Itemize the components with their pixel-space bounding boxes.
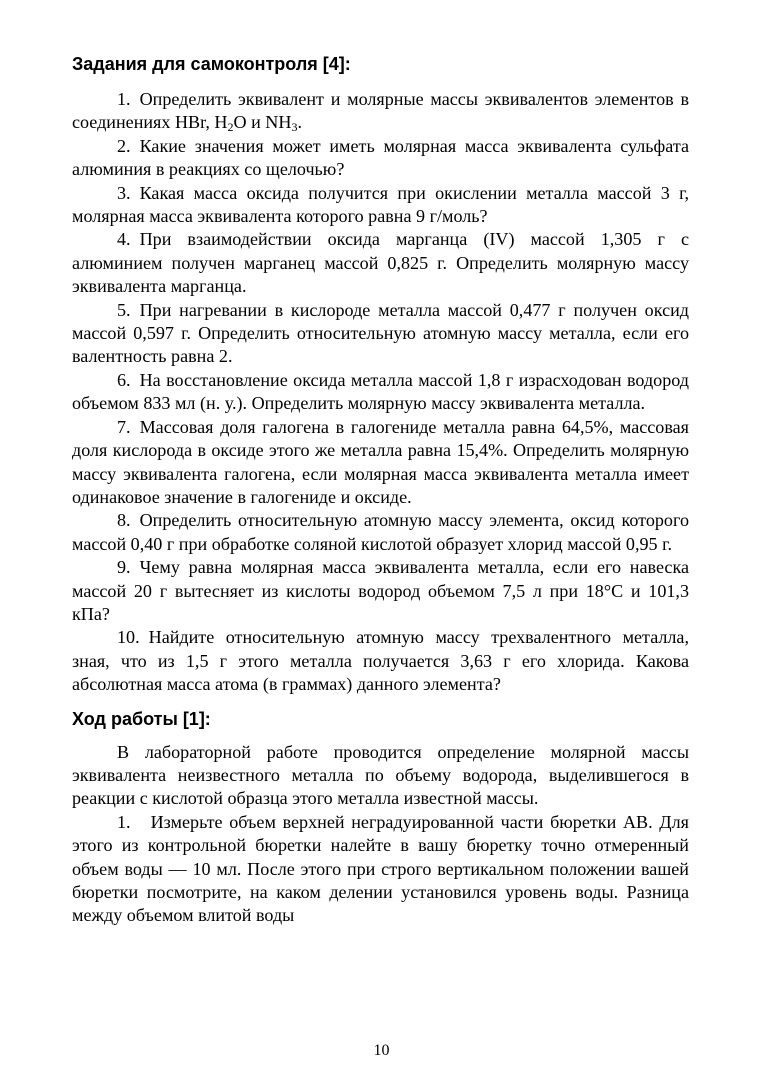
subscript: 2: [227, 120, 234, 135]
task-text: Определить относительную атомную массу элемента, оксид которого массой 0,40 г при обработке соляной кислотой образует хлорид массой 0,95 г.: [72, 510, 689, 554]
task-4: [72, 228, 689, 298]
work-progress-heading: Ход работы [1]:: [72, 708, 211, 729]
subscript: 3: [291, 120, 298, 135]
task-text: Массовая доля галогена в галогениде металла равна 64,5%, массовая доля кислорода в оксиде этого же металла равна 15,4%. Определить молярную массу эквивалента галогена, если молярная масса эквивалента металла имеет одинаковое значение в галогениде и оксиде.: [72, 416, 689, 507]
task-number: 9.: [117, 557, 131, 578]
task-number: 10.: [117, 627, 140, 648]
task-9: [72, 556, 689, 626]
task-text: Какие значения может иметь молярная масса эквивалента сульфата алюминия в реакциях со щелочью?: [72, 135, 689, 180]
task-number: 6.: [117, 369, 131, 390]
task-8: [72, 509, 689, 556]
task-text: Чему равна молярная масса эквивалента металла, если его навеска массой 20 г вытесняет из кислоты водород объемом 7,5 л при 18°С и 101,3 кПа?: [72, 557, 689, 624]
task-3: [72, 182, 689, 229]
task-text: При нагревании в кислороде металла массой 0,477 г получен оксид массой 0,597 г. Определить относительную атомную массу металла, если его валентность равна 2.: [72, 299, 689, 367]
task-5: [72, 299, 689, 369]
task-text: O и NH: [233, 112, 292, 133]
self-control-heading: Задания для самоконтроля [4]:: [72, 54, 351, 74]
task-number: 3.: [117, 182, 131, 203]
document-page: [72, 52, 689, 928]
task-text: Найдите относительную атомную массу трехвалентного металла, зная, что из 1,5 г этого металла получается 3,63 г его хлорида. Какова абсолютная масса атома (в граммах) данного элемента?: [72, 627, 689, 695]
task-number: 1.: [117, 89, 131, 109]
task-number: 2.: [117, 135, 131, 156]
task-number: 8.: [117, 510, 131, 531]
task-number: 7.: [117, 416, 131, 437]
task-number: 4.: [117, 229, 131, 250]
task-text: Определить эквивалент и молярные массы эквивалентов элементов в соединениях HBr, H: [72, 89, 689, 133]
task-1: [72, 88, 689, 135]
step-text: Измерьте объем верхней неградуированной части бюретки АВ. Для этого из контрольной бюретки налейте в вашу бюретку точно отмеренный объем воды — 10 мл. После этого при строго вертикальном положении вашей бюретки посмотрите, на каком делении установился уровень воды. Разница между объемом влитой воды: [72, 811, 689, 926]
task-6: [72, 369, 689, 416]
task-7: [72, 416, 689, 510]
step-number: 1.: [117, 811, 131, 832]
page-number: 10: [373, 1042, 390, 1059]
task-10: [72, 626, 689, 696]
task-text: Какая масса оксида получится при окислении металла массой 3 г, молярная масса эквивалента которого равна 9 г/моль?: [72, 182, 689, 227]
task-text: При взаимодействии оксида марганца (IV) массой 1,305 г с алюминием получен марганец массой 0,825 г. Определить молярную массу эквивалента марганца.: [72, 229, 689, 297]
task-text: На восстановление оксида металла массой 1,8 г израсходован водород объемом 833 мл (н. у.). Определить молярную массу эквивалента металла.: [72, 369, 689, 414]
task-2: [72, 135, 689, 182]
task-number: 5.: [117, 299, 131, 320]
task-text: .: [297, 112, 302, 133]
work-intro: В лабораторной работе проводится определение молярной массы эквивалента неизвестного металла по объему водорода, выделившегося в реакции с кислотой образца этого металла известной массы.: [72, 741, 689, 809]
work-step-1: [72, 811, 689, 928]
